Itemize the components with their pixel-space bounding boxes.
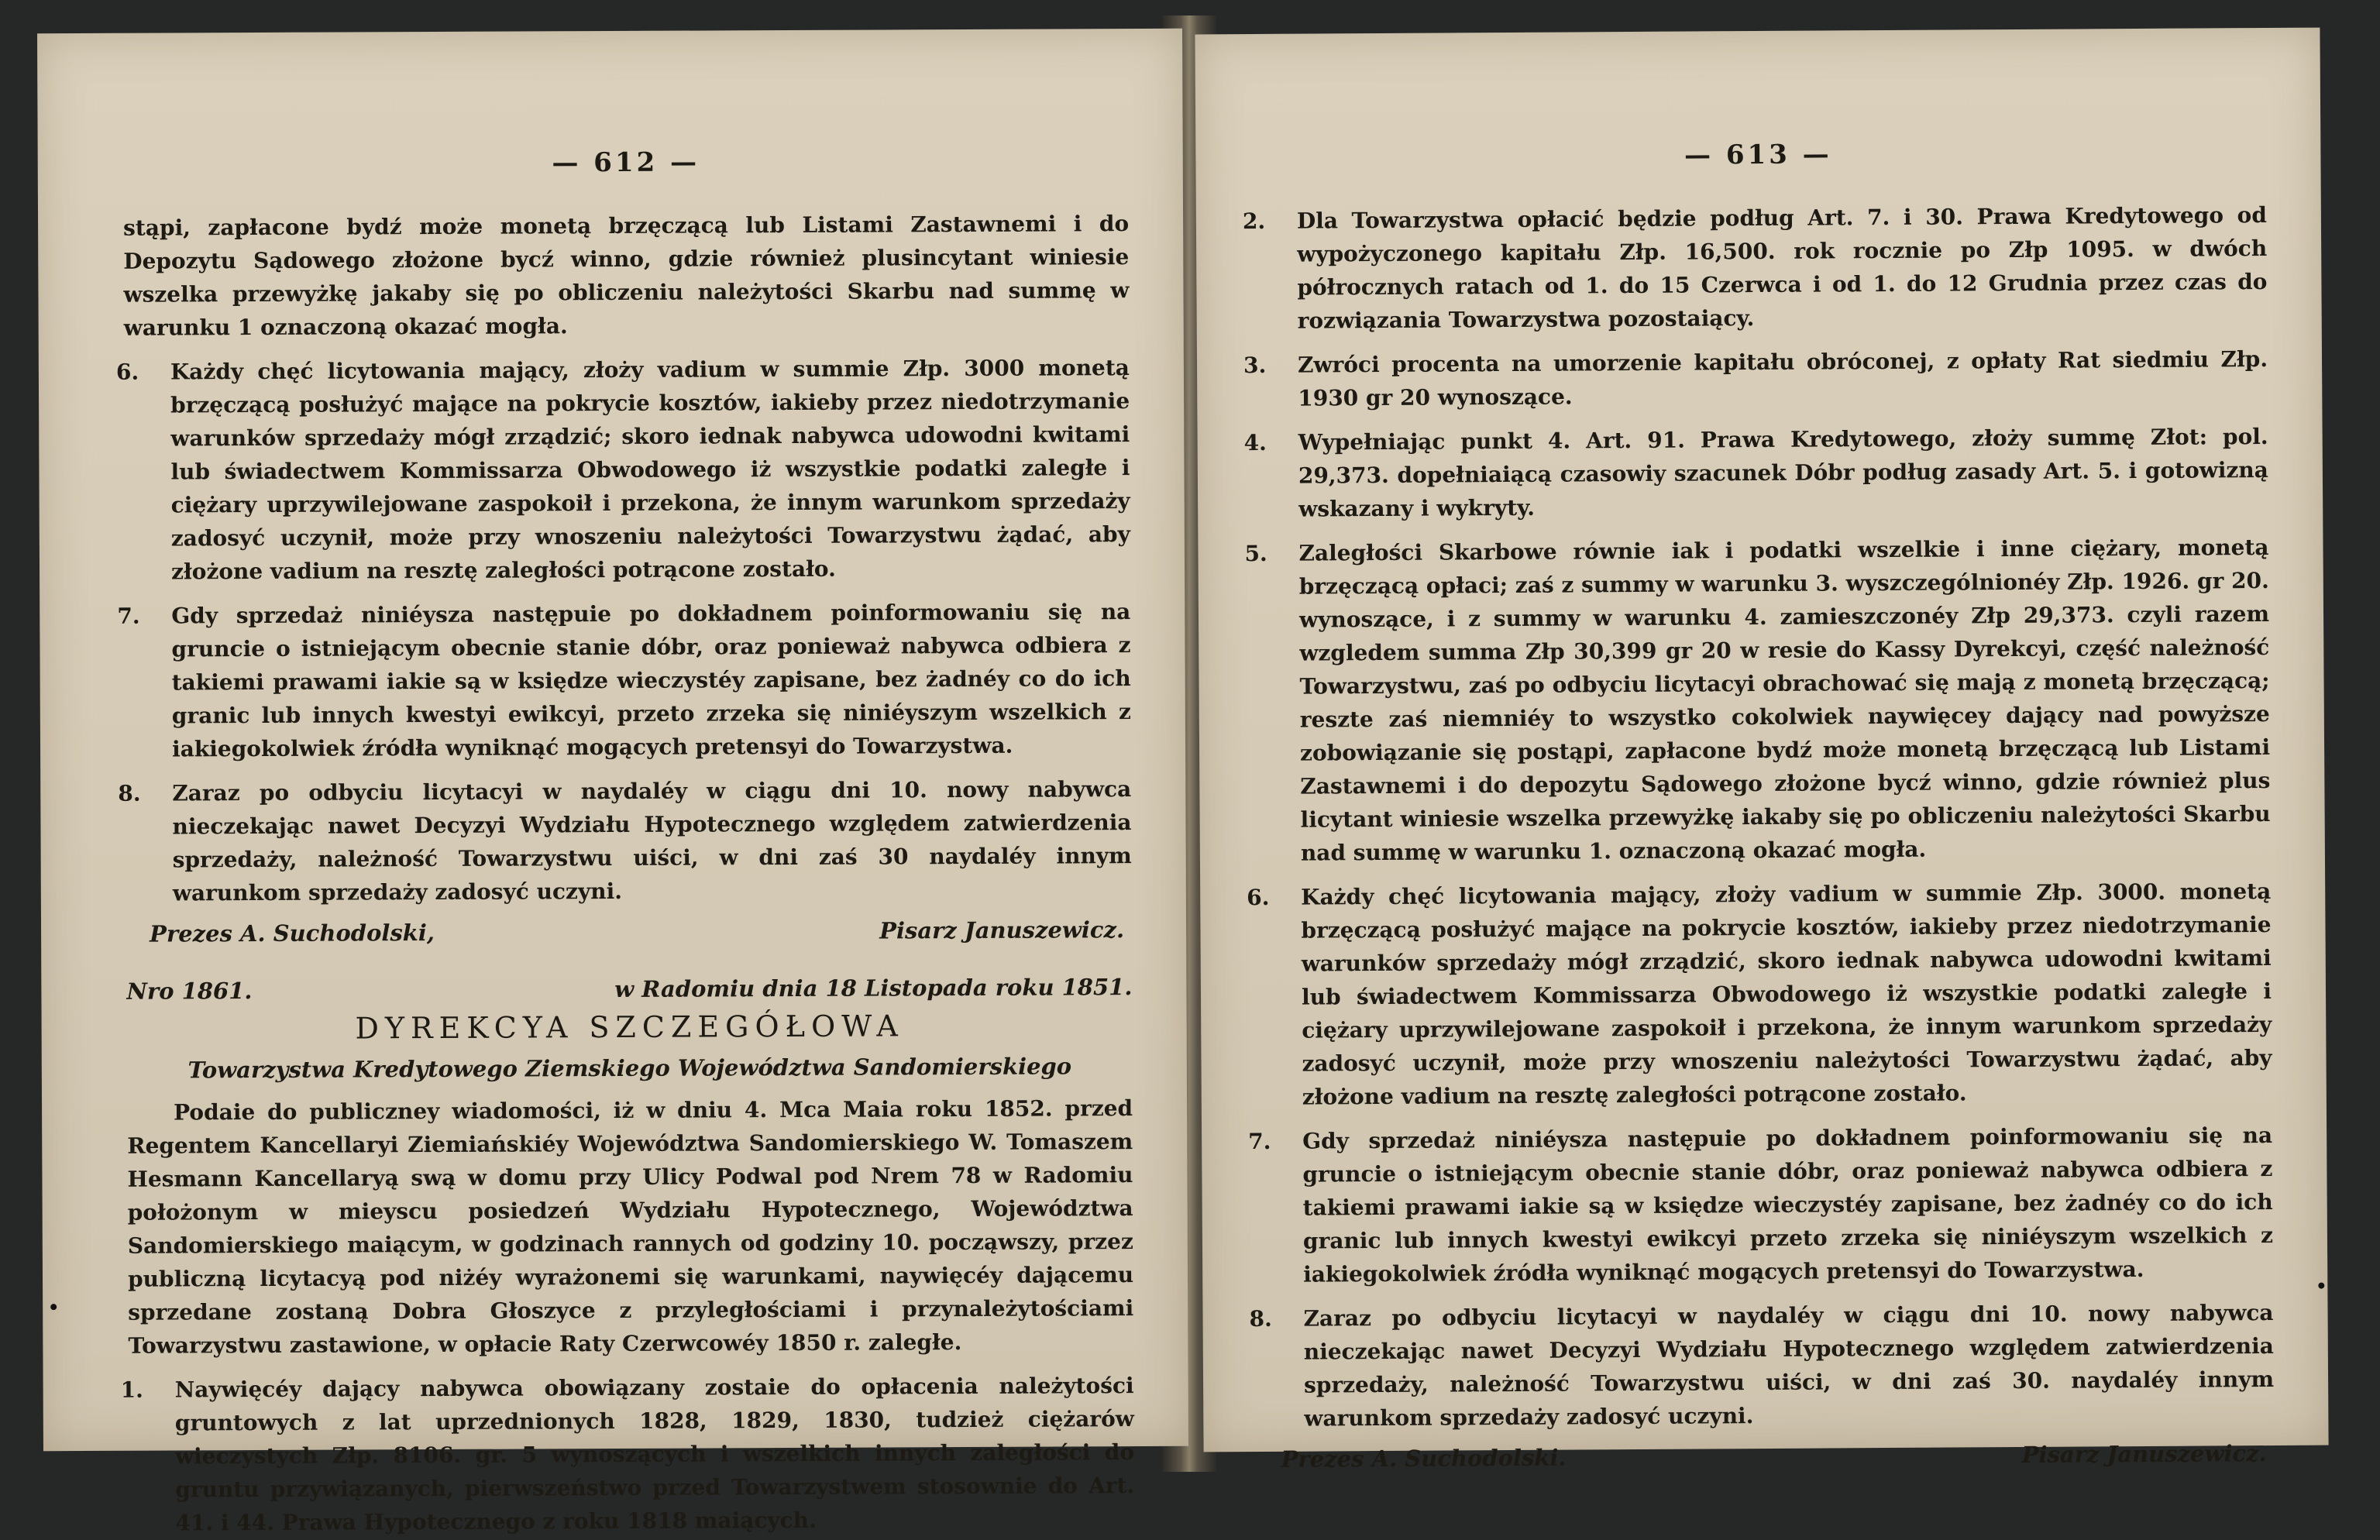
left-item-1 [120,1369,1135,1540]
notice-intro: Podaie do publiczney wiadomości, iż w dniu 4. Mca Maia roku 1852. przed Regentem Kancellaryi Ziemiańskiéy Województwa Sandomierskiego W. Tomaszem Hesmann Kancellaryą swą w domu przy Ulicy Podwal pod Nrem 78 w Radomiu położonym w mieyscu posiedzeń Wydziału Hypotecznego, Województwa Sandomierskiego maiącym, w godzinach rannych od godziny 10. począwszy, przez publiczną licytacyą pod niżéy wyrażonemi się warunkami, naywięcéy dającemu sprzedane zostaną Dobra Głoszyce z przyległościami i przynależytościami Towarzystwu zastawione, w opłacie Raty Czerwcowéy 1850 r. zaległe. [127,1095,1134,1359]
right-item-7 [1248,1119,2274,1291]
item-text: Zaraz po odbyciu licytacyi w naydaléy w ciągu dni 10. nowy nabywca nieczekając nawet Decyzyi Wydziału Hypotecznego względem zatwierdzenia sprzedaży, należność Towarzystwu uiści, w dni zaś 30. naydaléy innym warunkom sprzedaży zadosyć uczyni. [1303,1299,2275,1432]
margin-dot [2318,1283,2324,1289]
section-subtitle: Towarzystwa Kredytowego Ziemskiego Województwa Sandomierskiego [187,1053,1072,1084]
right-item-2 [1242,198,2268,338]
section-title: DYREKCYA SZCZEGÓŁOWA [355,1009,904,1046]
notice-place-date: w Radomiu dnia 18 Listopada roku 1851. [614,974,1133,1002]
left-page [37,29,1188,1536]
item-number: 7. [1248,1128,1271,1155]
right-signatures [1281,1440,2267,1473]
item-number: 6. [1247,884,1270,911]
right-item-3 [1243,342,2268,415]
left-continuation: stąpi, zapłacone bydź może monetą brzęczącą lub Listami Zastawnemi i do Depozytu Sądowego złożone bycź winno, gdzie również plusincytant winiesie wszelka przewyżkę jakaby się po obliczeniu należytości Skarbu nad summę w warunku 1 oznaczoną okazać mogła. [123,211,1130,341]
item-number: 5. [1244,540,1267,567]
item-text: Zaraz po odbyciu licytacyi w naydaléy w ciągu dni 10. nowy nabywca nieczekając nawet Decyzyi Wydziału Hypotecznego względem zatwierdzenia sprzedaży, należność Towarzystwu uiści, w dni zaś 30 naydaléy innym warunkom sprzedaży zadosyć uczyni. [172,776,1132,906]
item-number: 1. [120,1377,143,1403]
item-number: 6. [115,359,139,385]
left-item-8 [118,772,1132,910]
item-text: Dla Towarzystwa opłacić będzie podług Art. 7. i 30. Prawa Kredytowego od wypożyczonego kapitału Złp. 16,500. rok rocznie po Złp 1095. w dwóch półrocznych ratach od 1. do 15 Czerwca i od 1. do 12 Grudnia przez czas do rozwiązania Towarzystwa pozostaiący. [1296,202,2268,334]
left-signatures [150,916,1124,947]
item-text: Naywięcéy dający nabywca obowiązany zostaie do opłacenia należytości gruntowych z lat uprzednionych 1828, 1829, 1830, tudzież ciężarów wieczystych Złp. 8106. gr. 5 wynoszących i wszelkich innych zaległości do gruntu przywiązanych, pierwszeństwo przed Towarzystwem stosownie do Art. 41. i 44. Prawa Hypotecznego z roku 1818 maiących. [174,1373,1135,1536]
notice-number: Nro 1861. [126,978,253,1005]
item-text: Zwróci procenta na umorzenie kapitału obróconej, z opłaty Rat siedmiu Złp. 1930 gr 20 wynoszące. [1297,346,2268,411]
right-item-8 [1249,1296,2275,1435]
notice-line [126,974,1132,1005]
item-number: 3. [1243,352,1267,379]
item-text: Każdy chęć licytowania mający, złoży vadium w summie Złp. 3000. monetą brzęczącą posłużyć mające na pokrycie kosztów, iakieby przez niedotrzymanie warunków sprzedaży mógł zrządzić, skoro iednak nabywca udowodni kwitami lub świadectwem Kommissarza Obwodowego iż wszystkie podatki zaległe i ciężary uprzywilejowane zaspokoił i przekona, że innym warunkom sprzedaży zadosyć uczynił, może przy wnoszeniu należytości Towarzystwu żądać, aby złożone vadium na resztę zaległości potrącone zostało. [1301,878,2272,1110]
item-text: Gdy sprzedaż niniéysza następuie po dokładnem poinformowaniu się na gruncie o istniejącym obecnie stanie dóbr, oraz ponieważ nabywca odbiera z takiemi prawami iakie są w księdze wieczystéy zapisane, bez żadnéy co do ich granic lub innych kwestyi ewikcyi przeto zrzeka się niniéyszym wszelkich z iakiegokolwiek źródła wyniknąć mogących pretensyi do Towarzystwa. [1302,1122,2274,1287]
right-item-6 [1247,875,2272,1114]
item-number: 7. [117,603,140,629]
signature-pisarz: Pisarz Januszewicz. [879,916,1125,944]
right-item-5 [1244,531,2271,870]
right-page-number: — 613 — [1684,139,1832,171]
item-number: 8. [1249,1305,1272,1332]
item-text: Gdy sprzedaż niniéysza następuie po dokładnem poinformowaniu się na gruncie o istniejącym obecnie stanie dóbr, oraz ponieważ nabywca odbiera z takiemi prawami iakie są w księdze wieczystéy zapisane, bez żadnéy co do ich granic lub innych kwestyi ewikcyi, przeto zrzeka się niniéyszym wszelkich z iakiegokolwiek źródła wyniknąć mogących pretensyi do Towarzystwa. [171,599,1131,762]
item-text: Każdy chęć licytowania mający, złoży vadium w summie Złp. 3000 monetą brzęczącą posłużyć mające na pokrycie kosztów, iakieby przez niedotrzymanie warunków sprzedaży mógł zrządzić; skoro iednak nabywca udowodni kwitami lub świadectwem Kommissarza Obwodowego iż wszystkie podatki zaległe i ciężary uprzywilejowane zaspokoił i przekona, że innym warunkom sprzedaży zadosyć uczynił, może przy wnoszeniu należytości Towarzystwu żądać, aby złożone vadium na resztę zaległości potrącone zostało. [170,355,1130,585]
right-page [1195,28,2328,1473]
item-number: 4. [1243,429,1267,456]
left-page-number: — 612 — [552,146,700,179]
item-number: 2. [1242,208,1266,235]
item-text: Wypełniając punkt 4. Art. 91. Prawa Kredytowego, złoży summę Złot: pol. 29,373. dopełniaiącą czasowiy szacunek Dóbr podług zasady Art. 5. i gotowizną wskazany i wykryty. [1298,424,2268,522]
margin-dot [50,1304,57,1310]
right-item-4 [1243,420,2269,526]
left-item-6 [115,351,1130,589]
signature-prezes: Prezes A. Suchodolski, [150,920,435,947]
left-item-7 [117,595,1131,766]
item-number: 8. [118,780,141,806]
signature-pisarz: Pisarz Januszewicz. [2021,1440,2267,1468]
signature-prezes: Prezes A. Suchodolski. [1281,1444,1567,1473]
item-text: Zaległości Skarbowe równie iak i podatki wszelkie i inne ciężary, monetą brzęczącą opłaci; zaś z summy w warunku 3. wyszczególnionéy Złp. 1926. gr 20. wynoszące, i z summy w warunku 4. zamieszczonéy Złp 29,373. czyli razem wzgledem summa Złp 30,399 gr 20 w resie do Kassy Dyrekcyi, część należność Towarzystwu, zaś po odbyciu licytacyi obrachować się mają z monetą brzęczącą; reszte zaś niemniéy to wszystko cokolwiek naywięcey dający nad powyższe zobowiązanie się postąpi, zapłacone bydź może monetą brzęczącą lub Listami Zastawnemi i do depozytu Sądowego złożone bycź winno, gdzie również plus licytant winiesie wszelka przewyżkę iakaby się po obliczeniu należytości Skarbu nad summę w warunku 1. oznaczoną okazać mogła. [1298,534,2271,866]
